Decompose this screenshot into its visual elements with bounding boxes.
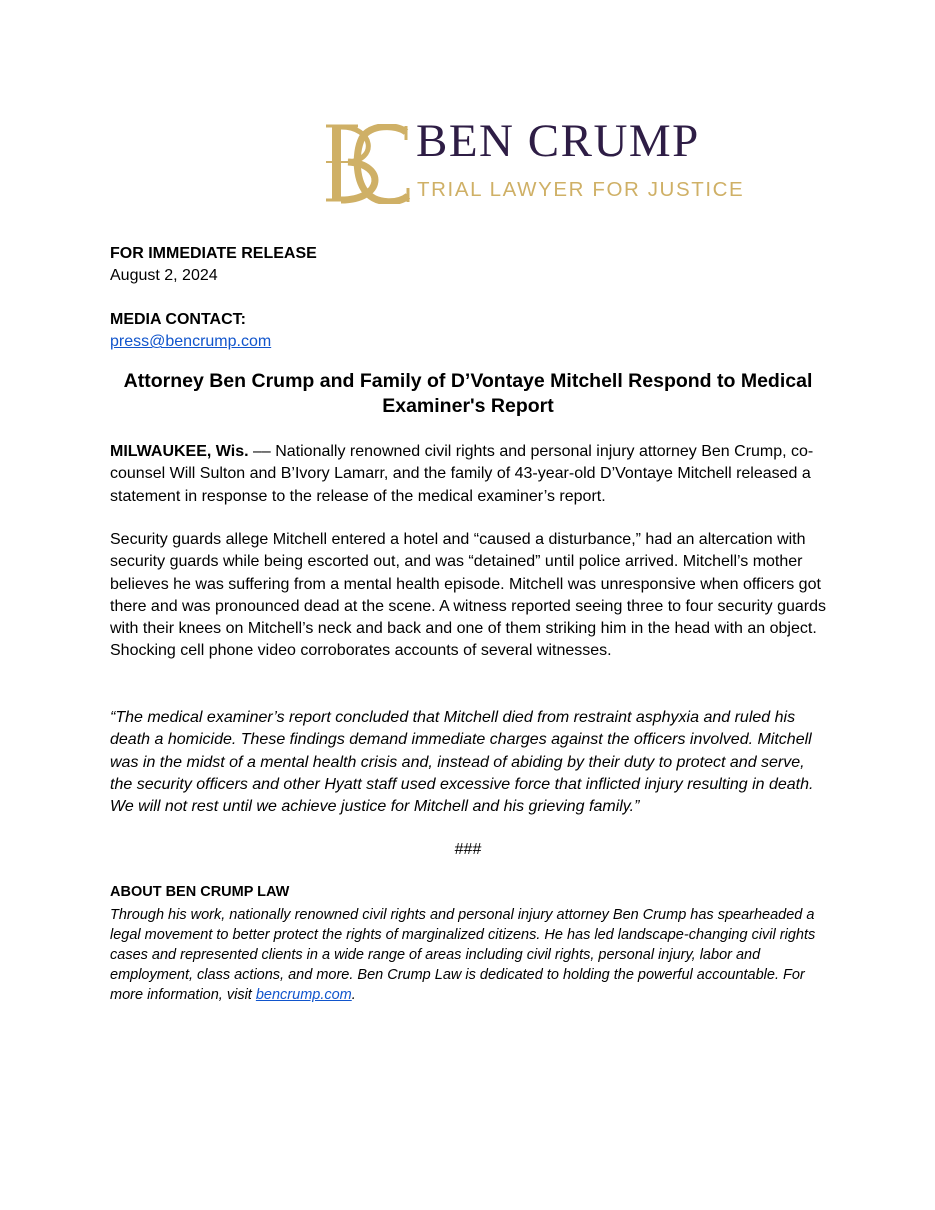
about-text: Through his work, nationally renowned civil rights and personal injury attorney Ben Crump has spearheaded a legal movement to better protect the rights of marginalized citizens. He has led landscape-changing civil rights cases and represented clients in a wide range of areas including civil rights, personal injury, labor and employment, class actions, and more. Ben Crump Law is dedicated to holding the powerful accountable. For more information, visit	[110, 907, 816, 1003]
end-separator: ###	[454, 841, 482, 858]
logo-name: BEN CRUMP	[416, 115, 700, 167]
paragraph-quote: “The medical examiner’s report concluded that Mitchell died from restraint asphyxia and ruled his death a homicide. These findings demand immediate charges against the officers involved. Mitchell was in the midst of a mental health crisis and, instead of abiding by their duty to protect and serve, the security officers and other Hyatt staff used excessive force that inflicted injury resulting in death. We will not rest until we achieve justice for Mitchell and his grieving family.”	[110, 709, 814, 816]
website-link[interactable]: bencrump.com	[255, 987, 352, 1003]
logo-tagline: TRIAL LAWYER FOR JUSTICE	[417, 178, 745, 201]
about-text-block	[110, 905, 822, 1005]
ben-crump-logo	[326, 115, 745, 208]
press-release-title: Attorney Ben Crump and Family of D’Vontaye Mitchell Respond to Medical Examiner's Report	[123, 370, 813, 417]
release-date: August 2, 2024	[110, 267, 218, 285]
media-contact	[110, 309, 826, 354]
dateline: MILWAUKEE, Wis.	[110, 443, 249, 460]
intro-text: –– Nationally renowned civil rights and personal injury attorney Ben Crump, co-counsel Will Sulton and B’Ivory Lamarr, and the family of 43-year-old D’Vontaye Mitchell released a statement in response to the release of the medical examiner’s report.	[110, 443, 814, 505]
media-contact-email-link[interactable]: press@bencrump.com	[110, 333, 272, 351]
media-contact-label: MEDIA CONTACT:	[110, 311, 246, 328]
about-heading: ABOUT BEN CRUMP LAW	[110, 884, 290, 900]
paragraph-incident: Security guards allege Mitchell entered a hotel and “caused a disturbance,” had an altercation with security guards while being escorted out, and was “detained” until police arrived. Mitchell’s mother believes he was suffering from a mental health episode. Mitchell was unresponsive when officers got there and was pronounced dead at the scene. A witness reported seeing three to four security guards with their knees on Mitchell’s neck and back and one of them striking him in the head with an object. Shocking cell phone video corroborates accounts of several witnesses.	[110, 531, 827, 660]
bc-monogram-icon	[326, 124, 410, 204]
paragraph-intro	[110, 441, 830, 508]
about-trailing: .	[351, 987, 356, 1003]
release-label: FOR IMMEDIATE RELEASE	[110, 245, 317, 262]
release-header	[110, 243, 826, 288]
